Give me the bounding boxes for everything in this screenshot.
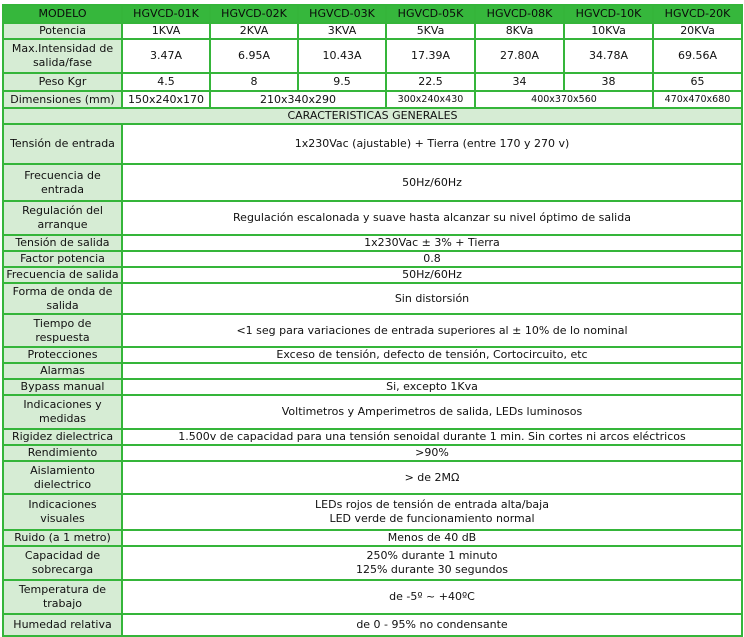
spec-row [3, 124, 742, 164]
cell-value: 1KVA [122, 23, 210, 39]
cell-value: 3KVA [298, 23, 386, 39]
cell-value: 10KVa [564, 23, 653, 39]
peso-row [3, 73, 742, 91]
cell-value: 34 [475, 73, 564, 91]
row-label: Peso Kgr [3, 73, 122, 91]
row-label: Bypass manual [3, 379, 122, 395]
model-name: HGVCD-01K [122, 5, 210, 23]
model-name: HGVCD-10K [564, 5, 653, 23]
row-value: de 0 - 95% no condensante [122, 614, 742, 636]
dimensiones-row [3, 91, 742, 108]
spec-row [3, 235, 742, 251]
cell-value: 300x240x430 [386, 91, 475, 108]
cell-value: 65 [653, 73, 742, 91]
cell-value: 2KVA [210, 23, 298, 39]
potencia-row [3, 23, 742, 39]
spec-row [3, 461, 742, 494]
row-label: Ruido (a 1 metro) [3, 530, 122, 546]
row-label: Temperatura de trabajo [3, 580, 122, 614]
cell-value: 9.5 [298, 73, 386, 91]
spec-row [3, 314, 742, 347]
row-value: >90% [122, 445, 742, 461]
row-value: <1 seg para variaciones de entrada superiores al ± 10% de lo nominal [122, 314, 742, 347]
cell-value: 22.5 [386, 73, 475, 91]
row-value: 50Hz/60Hz [122, 164, 742, 201]
spec-row [3, 546, 742, 580]
cell-value: 8KVa [475, 23, 564, 39]
row-label: Humedad relativa [3, 614, 122, 636]
row-value [122, 546, 742, 580]
row-label: Rigidez dielectrica [3, 429, 122, 445]
row-value: 1x230Vac (ajustable) + Tierra (entre 170 y 270 v) [122, 124, 742, 164]
model-name: HGVCD-20K [653, 5, 742, 23]
row-label: Frecuencia de entrada [3, 164, 122, 201]
row-value-line: LED verde de funcionamiento normal [329, 512, 535, 525]
row-label: Potencia [3, 23, 122, 39]
spec-row [3, 347, 742, 363]
cell-value: 3.47A [122, 39, 210, 73]
cell-value: 150x240x170 [122, 91, 210, 108]
row-label: Frecuencia de salida [3, 267, 122, 283]
cell-value: 17.39A [386, 39, 475, 73]
row-label: Regulación del arranque [3, 201, 122, 235]
cell-value: 34.78A [564, 39, 653, 73]
row-value: Si, excepto 1Kva [122, 379, 742, 395]
cell-value: 470x470x680 [653, 91, 742, 108]
row-value [122, 494, 742, 530]
row-value: Sin distorsión [122, 283, 742, 314]
row-label: Rendimiento [3, 445, 122, 461]
cell-value: 38 [564, 73, 653, 91]
row-value: Menos de 40 dB [122, 530, 742, 546]
cell-value: 69.56A [653, 39, 742, 73]
row-value: Exceso de tensión, defecto de tensión, Cortocircuito, etc [122, 347, 742, 363]
row-value-line: LEDs rojos de tensión de entrada alta/baja [315, 498, 549, 511]
row-label: Dimensiones (mm) [3, 91, 122, 108]
cell-value: 10.43A [298, 39, 386, 73]
spec-row [3, 363, 742, 379]
model-name: HGVCD-03K [298, 5, 386, 23]
header-label: MODELO [3, 5, 122, 23]
cell-value: 400x370x560 [475, 91, 653, 108]
spec-row [3, 251, 742, 267]
spec-row [3, 283, 742, 314]
cell-value: 210x340x290 [210, 91, 386, 108]
intensidad-row [3, 39, 742, 73]
row-label: Indicaciones y medidas [3, 395, 122, 429]
row-value-line: 250% durante 1 minuto [366, 549, 498, 562]
row-value: Voltimetros y Amperimetros de salida, LEDs luminosos [122, 395, 742, 429]
spec-row [3, 201, 742, 235]
spec-row [3, 580, 742, 614]
spec-row [3, 494, 742, 530]
cell-value: 5KVa [386, 23, 475, 39]
spec-row [3, 379, 742, 395]
specs-table [2, 4, 743, 637]
row-label: Max.Intensidad de salida/fase [3, 39, 122, 73]
row-label: Tensión de entrada [3, 124, 122, 164]
row-value: Regulación escalonada y suave hasta alcanzar su nivel óptimo de salida [122, 201, 742, 235]
spec-row [3, 530, 742, 546]
spec-row [3, 395, 742, 429]
row-value: 50Hz/60Hz [122, 267, 742, 283]
row-label: Forma de onda de salida [3, 283, 122, 314]
spec-row [3, 164, 742, 201]
row-value: 1x230Vac ± 3% + Tierra [122, 235, 742, 251]
model-header-row [3, 5, 742, 23]
row-label: Factor potencia [3, 251, 122, 267]
row-value: de -5º ~ +40ºC [122, 580, 742, 614]
row-label: Tiempo de respuesta [3, 314, 122, 347]
spec-row [3, 445, 742, 461]
spec-row [3, 614, 742, 636]
row-label: Indicaciones visuales [3, 494, 122, 530]
spec-row [3, 429, 742, 445]
row-value: > de 2MΩ [122, 461, 742, 494]
cell-value: 6.95A [210, 39, 298, 73]
section-title-row [3, 108, 742, 124]
row-label: Alarmas [3, 363, 122, 379]
model-name: HGVCD-08K [475, 5, 564, 23]
cell-value: 20KVa [653, 23, 742, 39]
section-title: CARACTERISTICAS GENERALES [3, 108, 742, 124]
model-name: HGVCD-05K [386, 5, 475, 23]
row-label: Aislamiento dielectrico [3, 461, 122, 494]
row-label: Capacidad de sobrecarga [3, 546, 122, 580]
spec-row [3, 267, 742, 283]
row-label: Protecciones [3, 347, 122, 363]
row-value: 1.500v de capacidad para una tensión senoidal durante 1 min. Sin cortes ni arcos eléctricos [122, 429, 742, 445]
row-label: Tensión de salida [3, 235, 122, 251]
cell-value: 4.5 [122, 73, 210, 91]
row-value [122, 363, 742, 379]
cell-value: 27.80A [475, 39, 564, 73]
model-name: HGVCD-02K [210, 5, 298, 23]
row-value-line: 125% durante 30 segundos [355, 563, 509, 576]
cell-value: 8 [210, 73, 298, 91]
row-value: 0.8 [122, 251, 742, 267]
